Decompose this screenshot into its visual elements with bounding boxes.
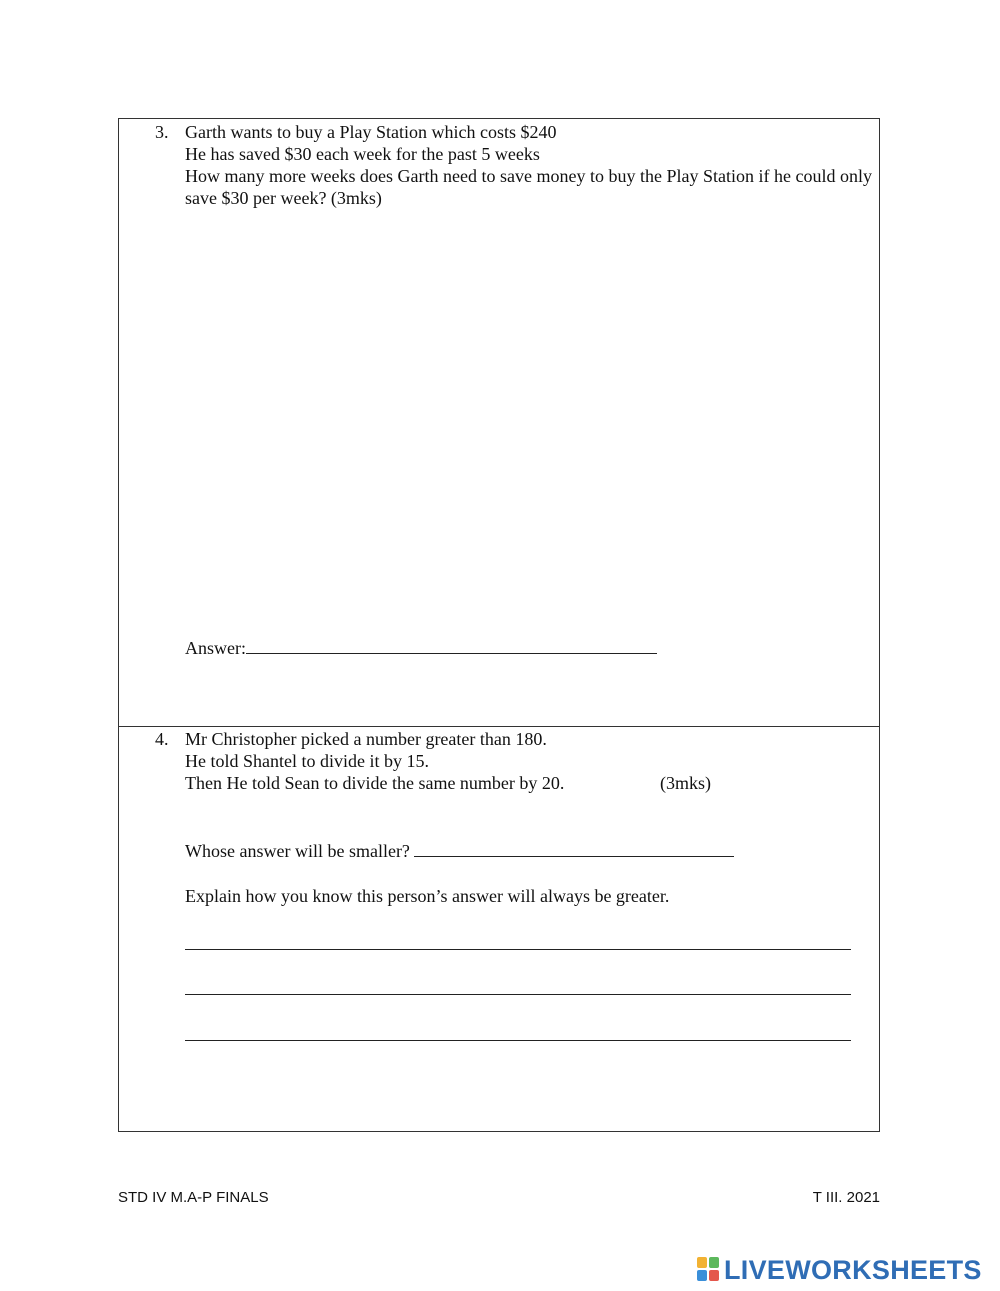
question-4-line-3: Then He told Sean to divide the same number by 20.: [185, 773, 565, 793]
smaller-question: Whose answer will be smaller?: [185, 841, 410, 861]
question-3-box: [118, 118, 880, 727]
liveworksheets-wordmark: LIVEWORKSHEETS: [724, 1255, 982, 1285]
liveworksheets-logo-icon: [697, 1257, 721, 1283]
question-3-line-3: How many more weeks does Garth need to save money to buy the Play Station if he could only save $30 per week? (3mks): [185, 166, 872, 208]
footer-right: T III. 2021: [812, 1189, 880, 1206]
smaller-answer-blank[interactable]: [414, 840, 734, 857]
question-4-line-1: Mr Christopher picked a number greater than 180.: [185, 729, 547, 749]
question-4-line-2: He told Shantel to divide it by 15.: [185, 751, 429, 771]
footer-left: STD IV M.A-P FINALS: [118, 1189, 269, 1206]
question-3-number: 3.: [155, 122, 169, 142]
question-3-line-1: Garth wants to buy a Play Station which costs $240: [185, 122, 557, 142]
question-4-box: [118, 726, 880, 1132]
explain-line-3[interactable]: [185, 1040, 851, 1041]
liveworksheets-logo: [697, 1256, 982, 1284]
answer-label: Answer:: [185, 638, 246, 658]
explain-line-1[interactable]: [185, 949, 851, 950]
question-4-marks: (3mks): [660, 773, 711, 793]
question-4-smaller: [185, 840, 734, 862]
answer-blank[interactable]: [246, 637, 657, 654]
question-3-line-2: He has saved $30 each week for the past 5 weeks: [185, 144, 540, 164]
question-4-explain: Explain how you know this person’s answer will always be greater.: [185, 886, 670, 906]
explain-line-2[interactable]: [185, 994, 851, 995]
question-4-number: 4.: [155, 729, 169, 749]
question-3-answer: [185, 637, 657, 659]
